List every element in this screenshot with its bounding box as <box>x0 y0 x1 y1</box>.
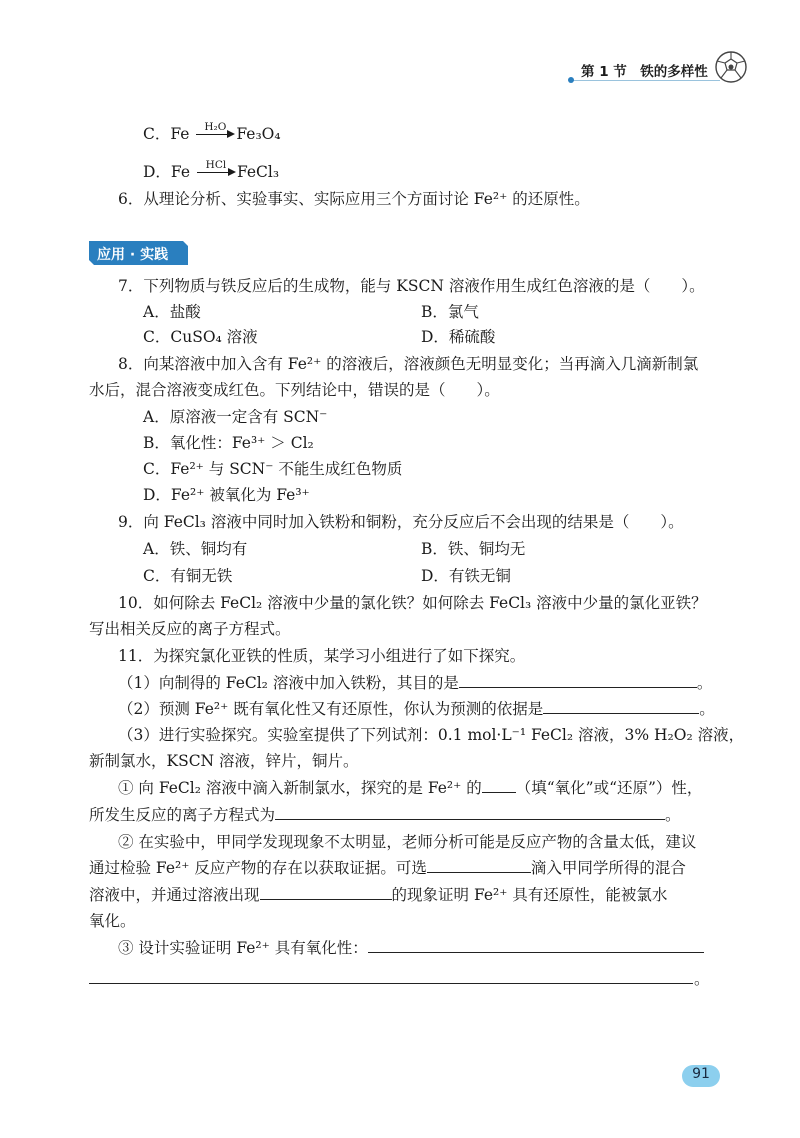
question-8-stem-line1: 8．向某溶液中加入含有 Fe²⁺ 的溶液后，溶液颜色无明显变化；当再滴入几滴新制氯 <box>118 355 699 373</box>
q8-option-d: D．Fe²⁺ 被氧化为 Fe³⁺ <box>143 486 310 504</box>
q11-sub-3-text: ③ 设计实验证明 Fe²⁺ 具有氧化性： <box>118 939 368 957</box>
q11-sub-1-line1 <box>118 778 702 798</box>
answer-blank[interactable] <box>275 805 665 820</box>
q9-option-c: C．有铜无铁 <box>143 567 233 585</box>
q7-option-a: A．盐酸 <box>143 303 201 321</box>
q5-option-d <box>143 159 280 182</box>
q11-sub-1-text-a: ① 向 FeCl₂ 溶液中滴入新制氯水，探究的是 Fe²⁺ 的 <box>118 779 482 797</box>
q11-sub-2-line2 <box>89 858 686 878</box>
q11-part-3-line1: （3）进行实验探究。实验室提供了下列试剂：0.1 mol·L⁻¹ FeCl₂ 溶液，3% H₂O₂ 溶液， <box>118 726 745 744</box>
answer-blank[interactable] <box>260 885 392 900</box>
page-number: 91 <box>692 1066 710 1082</box>
q11-part-3-line2: 新制氯水，KSCN 溶液，锌片，铜片。 <box>89 752 359 770</box>
answer-blank[interactable] <box>427 858 531 873</box>
q9-option-d: D．有铁无铜 <box>421 567 511 585</box>
period: 。 <box>665 806 681 824</box>
q11-part-2-text: （2）预测 Fe²⁺ 既有氧化性又有还原性，你认为预测的依据是 <box>118 700 544 718</box>
question-7-stem: 7．下列物质与铁反应后的生成物，能与 KSCN 溶液作用生成红色溶液的是（ ）。 <box>118 277 705 295</box>
q11-sub-2-text-c: 溶液中，并通过溶液出现 <box>89 886 260 904</box>
question-11-stem: 11．为探究氯化亚铁的性质，某学习小组进行了如下探究。 <box>118 647 526 665</box>
q11-part-1 <box>118 673 712 693</box>
q11-sub-1-line2 <box>89 805 681 825</box>
q9-option-b: B．铁、铜均无 <box>421 540 526 558</box>
section-tag-label: 应用 · 实践 <box>97 247 169 263</box>
reaction-arrow <box>197 159 235 182</box>
period: 。 <box>699 700 715 718</box>
answer-blank[interactable] <box>543 699 699 714</box>
fullerene-ball-icon <box>714 50 748 84</box>
q5-d-label: D．Fe <box>143 163 195 181</box>
answer-blank-full-line[interactable] <box>89 983 693 984</box>
q11-sub-2-line3 <box>89 885 667 905</box>
q11-sub-2-text-d: 的现象证明 Fe²⁺ 具有还原性，能被氯水 <box>391 886 668 904</box>
q8-option-b: B．氧化性：Fe³⁺ ＞ Cl₂ <box>143 434 314 452</box>
q11-part-2 <box>118 699 715 719</box>
q7-option-b: B．氯气 <box>421 303 479 321</box>
period: 。 <box>696 674 713 692</box>
q11-sub-1-text-c: 所发生反应的离子方程式为 <box>89 806 276 824</box>
period: 。 <box>694 970 710 988</box>
q8-option-c: C．Fe²⁺ 与 SCN⁻ 不能生成红色物质 <box>143 460 403 478</box>
q5-c-label: C．Fe <box>143 125 195 143</box>
q11-sub-2-line4: 氧化。 <box>89 912 136 930</box>
question-8-stem-line2: 水后，混合溶液变成红色。下列结论中，错误的是（ ）。 <box>89 381 500 399</box>
question-10-line1: 10．如何除去 FeCl₂ 溶液中少量的氯化铁？如何除去 FeCl₃ 溶液中少量的氯化亚铁？ <box>118 594 707 612</box>
q8-option-a: A．原溶液一定含有 SCN⁻ <box>143 408 328 426</box>
arrow-condition: HCl <box>205 159 227 171</box>
q5-d-product: FeCl₃ <box>236 163 280 181</box>
q7-option-c: C．CuSO₄ 溶液 <box>143 328 258 346</box>
answer-blank[interactable] <box>459 673 697 688</box>
q9-option-a: A．铁、铜均有 <box>143 540 248 558</box>
arrow-condition: H₂O <box>204 121 227 133</box>
q11-sub-2-line1: ② 在实验中，甲同学发现现象不太明显，老师分析可能是反应产物的含量太低，建议 <box>118 833 697 851</box>
header-dot <box>568 77 574 83</box>
q11-sub-2-text-a: 通过检验 Fe²⁺ 反应产物的存在以获取证据。可选 <box>89 859 427 877</box>
q11-sub-1-text-b: （填“氧化”或“还原”）性， <box>515 779 703 797</box>
q5-option-c <box>143 121 281 144</box>
header-rule <box>570 80 720 81</box>
q11-part-1-text: （1）向制得的 FeCl₂ 溶液中加入铁粉，其目的是 <box>118 674 459 692</box>
q11-sub-2-text-b: 滴入甲同学所得的混合 <box>530 859 686 877</box>
answer-blank[interactable] <box>368 938 704 953</box>
question-9-stem: 9．向 FeCl₃ 溶液中同时加入铁粉和铜粉，充分反应后不会出现的结果是（ ）。 <box>118 513 684 531</box>
question-6: 6．从理论分析、实验事实、实际应用三个方面讨论 Fe²⁺ 的还原性。 <box>118 190 590 208</box>
question-10-line2: 写出相关反应的离子方程式。 <box>89 620 291 638</box>
answer-blank[interactable] <box>482 778 516 793</box>
q5-c-product: Fe₃O₄ <box>236 125 281 143</box>
q11-sub-3 <box>118 938 704 958</box>
q7-option-d: D．稀硫酸 <box>421 328 496 346</box>
reaction-arrow <box>196 121 234 144</box>
section-title: 第 1 节 铁的多样性 <box>581 64 708 80</box>
